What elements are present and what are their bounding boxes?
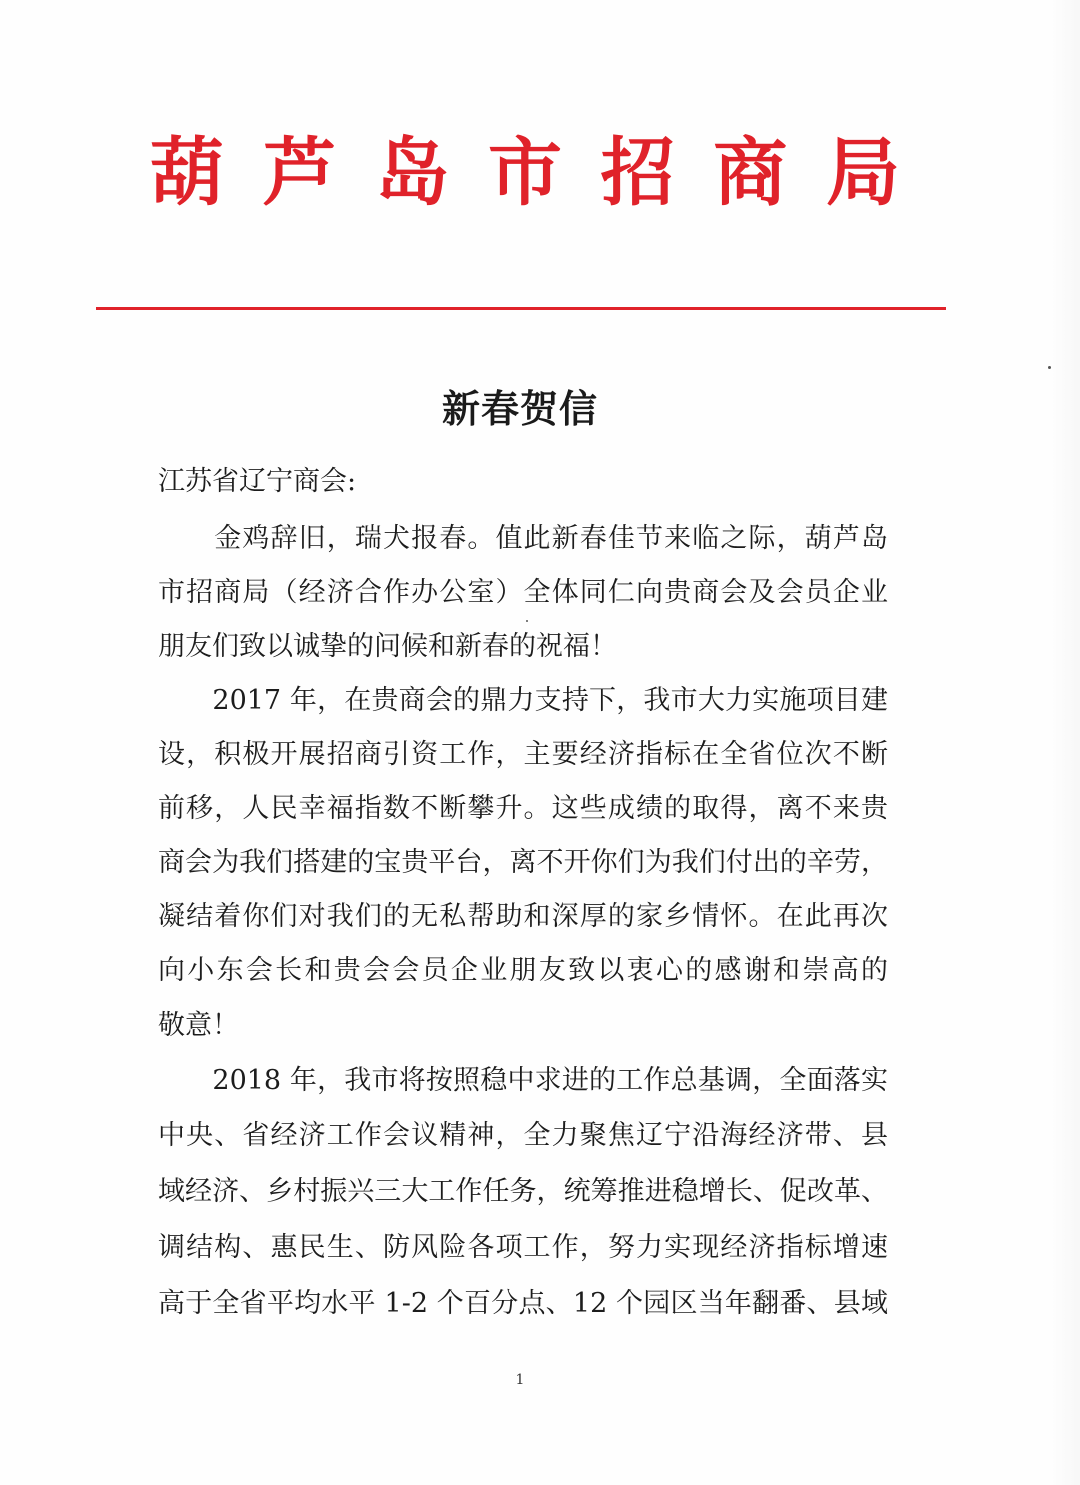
document-title: 新春贺信	[441, 386, 598, 431]
body-line: 商会为我们搭建的宝贵平台，离不开你们为我们付出的辛劳，	[158, 847, 888, 878]
body-line: 域经济、乡村振兴三大工作任务，统筹推进稳增长、促改革、	[158, 1176, 888, 1207]
scan-edge-shadow	[1050, 0, 1080, 1485]
body-line: 2018 年，我市将按照稳中求进的工作总基调，全面落实	[158, 1065, 888, 1096]
scan-speck	[1048, 366, 1051, 369]
body-line: 设，积极开展招商引资工作，主要经济指标在全省位次不断	[158, 739, 888, 770]
body-line: 敬意！	[158, 1010, 239, 1041]
body-line: 2017 年，在贵商会的鼎力支持下，我市大力实施项目建	[158, 685, 888, 716]
letterhead-divider	[96, 307, 946, 310]
body-line: 前移，人民幸福指数不断攀升。这些成绩的取得，离不来贵	[158, 793, 888, 824]
letterhead-char: 芦	[262, 130, 337, 216]
letterhead-char: 商	[713, 130, 788, 216]
letterhead-char: 局	[825, 130, 900, 216]
body-line: 向小东会长和贵会会员企业朋友致以衷心的感谢和崇高的	[158, 955, 888, 986]
letter-body	[158, 462, 888, 1352]
body-line: 金鸡辞旧，瑞犬报春。值此新春佳节来临之际，葫芦岛	[158, 523, 888, 554]
body-line: 调结构、惠民生、防风险各项工作，努力实现经济指标增速	[158, 1232, 888, 1263]
letterhead-char: 葫	[150, 130, 224, 216]
body-line: 市招商局（经济合作办公室）全体同仁向贵商会及会员企业	[158, 577, 888, 608]
letterhead-char: 招	[600, 130, 675, 216]
letterhead	[150, 128, 900, 218]
letterhead-char: 岛	[375, 130, 450, 216]
body-line: 凝结着你们对我们的无私帮助和深厚的家乡情怀。在此再次	[158, 901, 888, 932]
body-line: 中央、省经济工作会议精神，全力聚焦辽宁沿海经济带、县	[158, 1120, 888, 1151]
page-number: 1	[515, 1372, 525, 1388]
body-line: 高于全省平均水平 1-2 个百分点、12 个园区当年翻番、县域	[158, 1288, 888, 1319]
scan-speck	[526, 620, 528, 622]
body-line: 朋友们致以诚挚的问候和新春的祝福！	[158, 631, 617, 662]
letterhead-char: 市	[487, 130, 562, 216]
salutation: 江苏省辽宁商会:	[158, 466, 357, 497]
